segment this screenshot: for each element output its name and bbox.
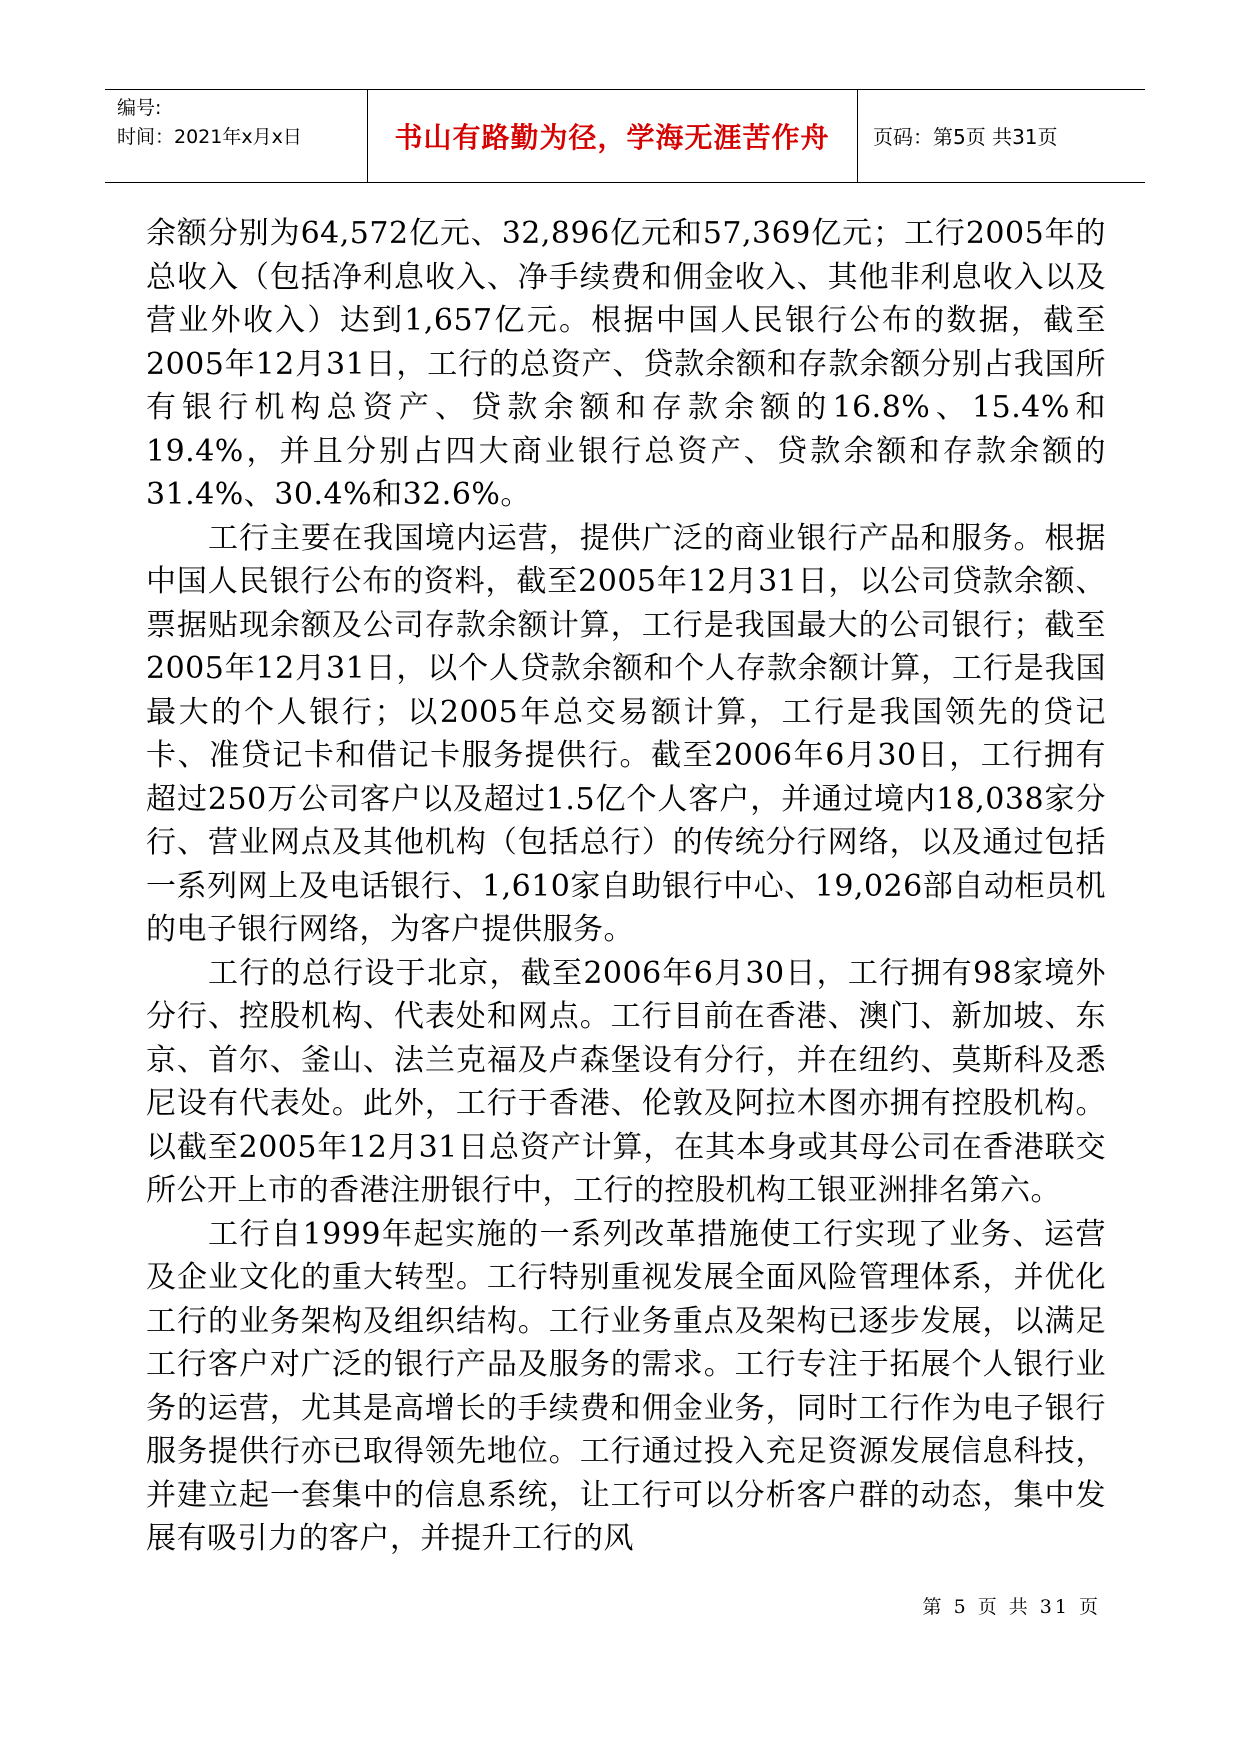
paragraph: 工行的总行设于北京，截至2006年6月30日，工行拥有98家境外分行、控股机构、代表处和网点。工行目前在香港、澳门、新加坡、东京、首尔、釜山、法兰克福及卢森堡设有分行，并在纽约、莫斯科及悉尼设有代表处。此外，工行于香港、伦敦及阿拉木图亦拥有控股机构。以截至2005年12月31日总资产计算，在其本身或其母公司在香港联交所公开上市的香港注册银行中，工行的控股机构工银亚洲排名第六。 <box>146 955 1106 1208</box>
header-page-label: 页码：第5页 共31页 <box>873 125 1058 149</box>
header-meta <box>117 94 302 152</box>
paragraph: 工行主要在我国境内运营，提供广泛的商业银行产品和服务。根据中国人民银行公布的资料，截至2005年12月31日，以公司贷款余额、票据贴现余额及公司存款余额计算，工行是我国最大的公司银行；截至2005年12月31日，以个人贷款余额和个人存款余额计算，工行是我国最大的个人银行；以2005年总交易额计算，工行是我国领先的贷记卡、准贷记卡和借记卡服务提供行。截至2006年6月30日，工行拥有超过250万公司客户以及超过1.5亿个人客户，并通过境内18,038家分行、营业网点及其他机构（包括总行）的传统分行网络，以及通过包括一系列网上及电话银行、1,610家自助银行中心、19,026部自动柜员机的电子银行网络，为客户提供服务。 <box>146 520 1106 947</box>
paragraph: 余额分别为64,572亿元、32,896亿元和57,369亿元；工行2005年的总收入（包括净利息收入、净手续费和佣金收入、其他非利息收入以及营业外收入）达到1,657亿元。根据中国人民银行公布的数据，截至2005年12月31日，工行的总资产、贷款余额和存款余额分别占我国所有银行机构总资产、贷款余额和存款余额的16.8%、15.4%和19.4%，并且分别占四大商业银行总资产、贷款余额和存款余额的31.4%、30.4%和32.6%。 <box>146 216 1106 512</box>
paragraph: 工行自1999年起实施的一系列改革措施使工行实现了业务、运营及企业文化的重大转型。工行特别重视发展全面风险管理体系，并优化工行的业务架构及组织结构。工行业务重点及架构已逐步发展，以满足工行客户对广泛的银行产品及服务的需求。工行专注于拓展个人银行业务的运营，尤其是高增长的手续费和佣金业务，同时工行作为电子银行服务提供行亦已取得领先地位。工行通过投入充足资源发展信息科技，并建立起一套集中的信息系统，让工行可以分析客户群的动态，集中发展有吸引力的客户，并提升工行的风 <box>146 1216 1106 1556</box>
time-label: 时间：2021年x月x日 <box>117 126 302 148</box>
header-motto: 书山有路勤为径，学海无涯苦作舟 <box>394 120 830 154</box>
page-header <box>105 89 1145 183</box>
number-label: 编号: <box>117 97 162 119</box>
page-footer: 第 5 页 共 31 页 <box>922 1596 1101 1618</box>
header-divider <box>857 90 858 182</box>
document-body <box>146 212 1106 1561</box>
